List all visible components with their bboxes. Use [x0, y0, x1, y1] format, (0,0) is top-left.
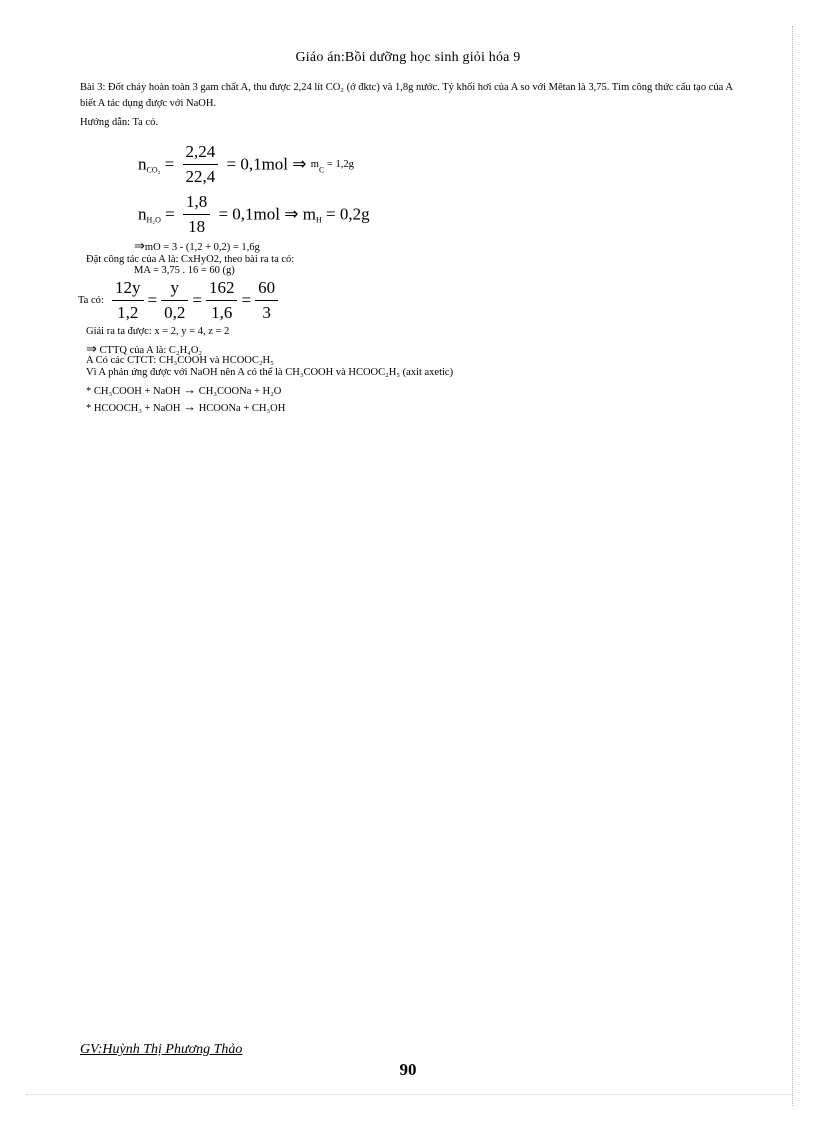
- eq1-fraction: [183, 140, 219, 189]
- cttq-text: CTTQ của A là: C₂H₄O₂: [96, 345, 203, 356]
- eq2-result-sub: H: [315, 215, 322, 225]
- line-reaction-1: [86, 382, 281, 398]
- ratio-label: Ta có:: [78, 295, 104, 306]
- eq2-denominator: 18: [188, 217, 206, 236]
- mass-oxygen-text: mO = 3 - (1,2 + 0,2) = 1,6g: [144, 242, 260, 253]
- ratio-equals-1: =: [147, 290, 158, 310]
- line-ctct: A Có các CTCT: CH₃COOH và HCOOC₂H₅: [86, 355, 274, 366]
- eq1-denominator: 22,4: [185, 167, 216, 186]
- ratio-fraction-2: [161, 276, 188, 325]
- line-reason: Vì A phản ứng được với NaOH nên A có thể là CH₃COOH và HCOOC₂H₅ (axit axetic): [86, 367, 454, 378]
- eq2-numerator: 1,8: [183, 190, 210, 215]
- ratio-2-denominator: 0,2: [164, 303, 186, 322]
- reaction-2-left: * HCOOCH₃ + NaOH: [86, 403, 181, 414]
- eq1-numerator: 2,24: [183, 140, 219, 165]
- eq1-extra-tail: = 1,2g: [324, 159, 354, 170]
- ratio-equals-3: =: [241, 290, 252, 310]
- ratio-3-denominator: 1,6: [211, 303, 233, 322]
- page-border-bottom: [26, 1094, 792, 1095]
- eq2-lhs: n: [138, 204, 147, 224]
- implies-arrow-icon: ⇒: [86, 341, 97, 356]
- page-number: 90: [399, 1060, 417, 1079]
- eq1-equals: =: [164, 154, 175, 174]
- ratio-fraction-3: [206, 276, 238, 325]
- eq2-lhs-sub: H₂O: [146, 215, 161, 225]
- ratio-4-denominator: 3: [262, 303, 271, 322]
- ratio-2-numerator: y: [161, 276, 188, 301]
- ratio-equation: [78, 276, 282, 325]
- reaction-arrow-icon: →: [183, 399, 197, 414]
- eq2-result: = 0,1mol ⇒ m: [218, 204, 316, 224]
- ratio-4-numerator: 60: [255, 276, 278, 301]
- eq1-extra-sub: C: [318, 165, 325, 175]
- reaction-arrow-icon: →: [183, 382, 197, 397]
- eq1-lhs-sub: CO₂: [146, 165, 161, 175]
- footer-author: GV:Huỳnh Thị Phương Thảo: [80, 1042, 243, 1057]
- guide-label: Hướng dẫn: Ta có.: [80, 117, 158, 128]
- reaction-2-right: HCOONa + CH₃OH: [196, 403, 286, 414]
- equation-n-co2: [138, 140, 354, 189]
- ratio-3-numerator: 162: [206, 276, 238, 301]
- eq2-fraction: [183, 190, 210, 239]
- reaction-1-right: CH₃COONa + H₂O: [196, 386, 282, 397]
- problem-statement: Bài 3: Đốt cháy hoàn toàn 3 gam chất A, thu được 2,24 lít CO₂ (ở đktc) và 1,8g nước. Tỷ khối hơi của A so với Mêtan là 3,75. Tìm công thức cấu tạo của A biết A tác dụng được với NaOH.: [80, 82, 733, 109]
- ratio-1-numerator: 12y: [112, 276, 144, 301]
- implies-arrow-icon: ⇒: [134, 238, 145, 253]
- ratio-fraction-1: [112, 276, 144, 325]
- ratio-fraction-4: [255, 276, 278, 325]
- reaction-1-left: * CH₃COOH + NaOH: [86, 386, 181, 397]
- line-solve: Giải ra ta được: x = 2, y = 4, z = 2: [86, 326, 230, 337]
- line-mass-oxygen: [134, 238, 260, 254]
- eq2-equals: =: [165, 204, 175, 224]
- page-border-right: [792, 26, 793, 1106]
- eq1-lhs: n: [138, 154, 147, 174]
- ratio-equals-2: =: [192, 290, 202, 310]
- page-header: Giáo án:Bồi dưỡng học sinh giỏi hóa 9: [295, 50, 521, 65]
- line-molar-mass: MA = 3,75 . 16 = 60 (g): [134, 265, 235, 276]
- eq1-extra: m: [310, 159, 319, 170]
- line-formula: Đặt công tác của A là: CxHyO2, theo bài ra ta có:: [86, 254, 295, 265]
- equation-n-h2o: [138, 190, 370, 239]
- eq2-result-tail: = 0,2g: [321, 204, 370, 224]
- ratio-1-denominator: 1,2: [117, 303, 139, 322]
- line-reaction-2: [86, 399, 285, 415]
- eq1-result: = 0,1mol ⇒: [226, 154, 307, 174]
